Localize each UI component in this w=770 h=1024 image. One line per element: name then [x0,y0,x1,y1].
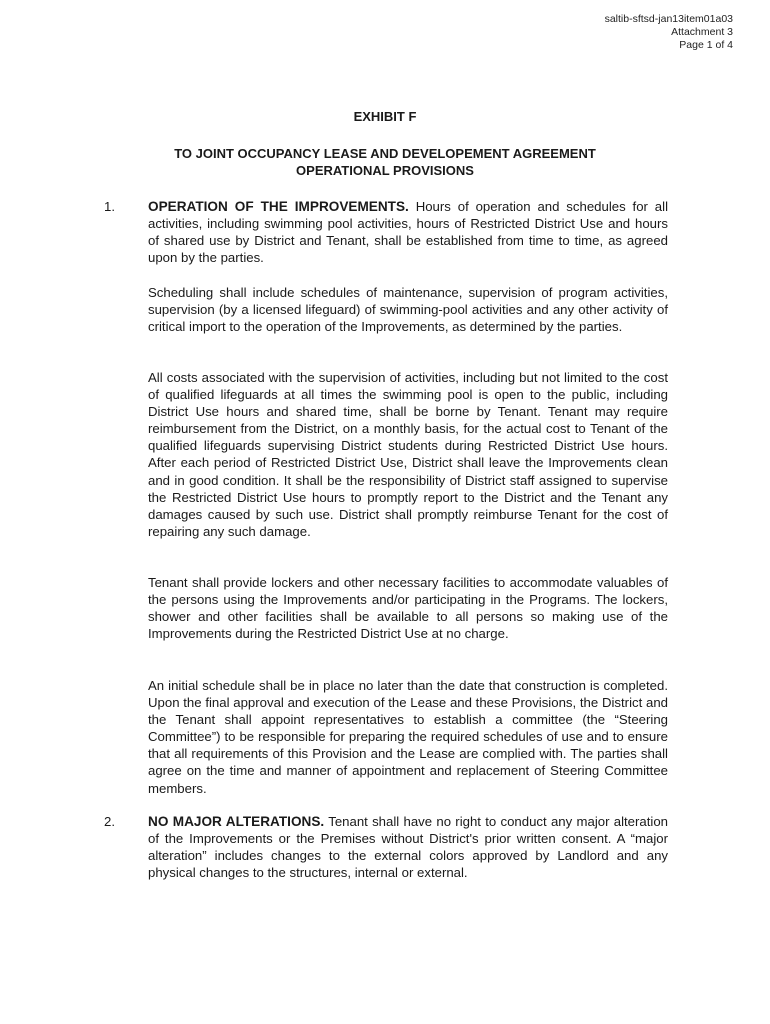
reference-code: saltib-sftsd-jan13item01a03 [604,13,733,25]
page-number: Page 1 of 4 [679,39,733,51]
exhibit-title: EXHIBIT F [353,109,417,124]
document-reference-header [605,13,733,52]
section-2-number: 2. [104,814,115,829]
section-1-paragraph-1 [148,198,668,266]
section-1-paragraph-4: Tenant shall provide lockers and other necessary facilities to accommodate valuables of the persons using the Improvements and/or participating in the Programs. The lockers, shower and other facilities shall be available to all persons so making use of the Improvements during the Restricted District Use at no charge. [148,575,668,642]
document-subtitle [0,145,770,179]
section-1-paragraph-1-text: Hours of operation and schedules for all activities, including swimming pool activities, hours of Restricted District Use and hours of shared use by District and Tenant, shall be established from time to time, as agreed upon by the parties. [148,199,668,266]
section-2-heading: NO MAJOR ALTERATIONS. [148,814,325,829]
subtitle-line-2: OPERATIONAL PROVISIONS [296,163,474,178]
subtitle-line-1: TO JOINT OCCUPANCY LEASE AND DEVELOPEMENT AGREEMENT [174,146,596,161]
section-1-number: 1. [104,199,115,214]
attachment-label: Attachment 3 [671,26,733,38]
section-1-heading: OPERATION OF THE IMPROVEMENTS. [148,199,409,214]
section-2-paragraph-1-text: Tenant shall have no right to conduct any major alteration of the Improvements or the Premises without District's prior written consent. A “major alteration” includes changes to the external colors approved by Landlord and any physical changes to the structures, internal or external. [148,814,669,881]
section-1-paragraph-2: Scheduling shall include schedules of maintenance, supervision of program activities, supervision (by a licensed lifeguard) of swimming-pool activities and any other activity of critical import to the operation of the Improvements, as determined by the parties. [148,285,668,335]
section-2-paragraph-1 [148,813,668,881]
section-1-paragraph-3: All costs associated with the supervision of activities, including but not limited to the cost of qualified lifeguards at all times the swimming pool is open to the public, including District Use hours and shared time, shall be borne by Tenant. Tenant may require reimbursement from the District, on a monthly basis, for the actual cost to Tenant of the qualified lifeguards supervising District students during Restricted District Use hours. After each period of Restricted District Use, District shall leave the Improvements clean and in good condition. It shall be the responsibility of District staff assigned to supervise the Restricted District Use hours to promptly report to the District and the Tenant any damages caused by such use. District shall promptly reimburse Tenant for the cost of repairing any such damage. [148,370,668,539]
section-1-paragraph-5: An initial schedule shall be in place no later than the date that construction is completed. Upon the final approval and execution of the Lease and these Provisions, the District and the Tenant shall appoint representatives to establish a committee (the “Steering Committee”) to be responsible for preparing the required schedules of use and to ensure that all requirements of this Provision and the Lease are complied with. The parties shall agree on the time and manner of appointment and replacement of Steering Committee members. [148,678,668,796]
